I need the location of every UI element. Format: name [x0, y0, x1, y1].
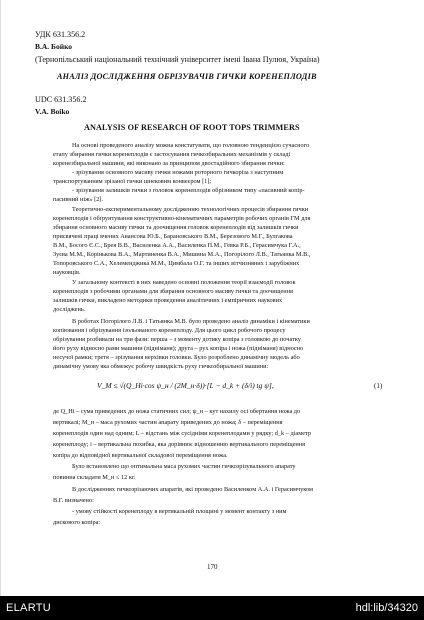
- udk-code-ua: УДК 631.356.2: [35, 30, 86, 39]
- body-line: транспортуванням зрізаної гички шнековим конвеєром [1];: [53, 178, 212, 185]
- body-line: - зрізування основного масиву гички ножами роторного гичкоріза з наступним: [72, 169, 284, 176]
- body-line: дискового копіра:: [53, 519, 101, 526]
- body-line: присвячені праці вчених Авансова Ю.Б., Барановського В.М., Березового М.Г., Булгакова: [53, 233, 293, 240]
- repository-label: ELARTU: [6, 602, 51, 614]
- body-line: коренеплоду; i – вертикальна похибка, яка дорівнює відношенню вертикального переміщення: [53, 441, 306, 448]
- body-line: - умову стійкості коренеплоду в вертикальній площині у момент контакту з ним: [72, 508, 287, 515]
- body-line: копіра до відповідної вертикальної складової переміщення ножа.: [53, 452, 228, 459]
- body-line: Зуєва М.М., Корінькова В.А., Мартиненка В.А., Мишина М.А., Погорілого Л.В., Татьянка М.В.,: [53, 251, 311, 258]
- body-line: - зрізування залишків гички з головок коренеплодів обрізником типу «пасивний копір-: [72, 187, 305, 194]
- body-line: копіювання і обрізування ізольованого коренеплоду. Для цього цикл робочого процесу: [53, 327, 286, 334]
- equation: V_M ≤ √(Q_Hi·cos ψ_н / (2M_н·δ))·[L − d_k + (δ/i) tg ψ],: [97, 381, 274, 390]
- body-line: повинна складати M_н ≤ 12 кг.: [53, 474, 136, 481]
- author-ua: В.А. Бойко: [35, 42, 73, 51]
- body-line: У загальному контексті в них наведено основні положення теорії взаємодії головок: [72, 279, 296, 286]
- body-line: де Q_Hi – сума приведених до ножа статичних сил; ψ_н – кут нахилу осі обертання ножа до: [53, 408, 301, 415]
- body-line: збирання основного масиву гички та доочищення головок коренеплодів від залишків гички: [53, 224, 299, 231]
- body-line: Було встановлено що оптимальна маса рухомих частин гичкозрізувального апарату: [72, 463, 296, 470]
- title-en: ANALYSIS OF RESEARCH OF ROOT TOPS TRIMMERS: [84, 123, 300, 132]
- body-line: коренезбиральної машини, які виконано за принципом двостадійного збирання гички:: [53, 160, 285, 167]
- body-line: його руху відносно рами машини (підніманя); друга – рух копіра і ножа (підніманя) відносно: [53, 345, 304, 352]
- body-line: пасивний ніж» [2].: [53, 196, 104, 203]
- handle-label: hdl:lib/34320: [355, 602, 418, 614]
- body-line: коренеплодів один над одним; L – відстань між сусідніми коренеплодами у рядку; d_k – діаметр: [53, 430, 311, 437]
- title-ua: АНАЛІЗ ДОСЛІДЖЕННЯ ОБРІЗУВАЧІВ ГИЧКИ КОРЕНЕПЛОДІВ: [57, 72, 317, 81]
- body-line: В роботах Погорілого Л.В. і Татьянка М.В. було проведено аналіз динаміки і кінематики: [72, 318, 310, 325]
- body-line: несучої рамки; третя – зрізування верхівки головки. Було розроблено динамічну модель або: [53, 354, 300, 361]
- author-en: V.A. Boiko: [35, 107, 70, 116]
- body-line: динамічну умову яка обмежує робочу швидкість руху гичкозбиральної машини:: [53, 363, 269, 370]
- body-line: вертикалі; M_н – маса рухомих частин апарату приведених до ножа; δ – переміщення: [53, 419, 283, 426]
- equation-number: (1): [374, 382, 383, 390]
- page-number: 170: [207, 563, 218, 571]
- body-line: обрізування розбивали на три фази: перша – з моменту дотику копіра з головкою до початку: [53, 336, 301, 343]
- body-line: В дослідженнях гичкозрізаючих апаратів, які проведено Василенком А.А. і Герасимчуком: [72, 486, 314, 493]
- repository-footer-bar: [0, 596, 424, 620]
- body-line: досліджень.: [53, 306, 86, 313]
- body-line: залишків гички, викладено методики проведення аналітичних і емпіричних наукових: [53, 297, 283, 304]
- body-line: етапу збирання гички коренеплодів є застосування гичкозбиральних механізмів у складі: [53, 151, 291, 158]
- body-line: коренеплодів з робочими органами для збирання основного масиву гички та доочищення: [53, 288, 293, 295]
- body-line: Теоретично-експериментальному дослідженню технологічних процесів збирання гички: [72, 206, 309, 213]
- udc-code-en: UDC 631.356.2: [35, 95, 87, 104]
- affiliation-ua: (Тернопільський національний технічний університет імені Івана Пулюя, Україна): [35, 55, 320, 64]
- body-line: В.М., Босого Є.С., Брея В.В., Василенка А.А., Василенка П.М., Гевка Р.Б., Герасимчука Г.А.,: [53, 242, 301, 249]
- body-line: В.Г. визначено:: [53, 497, 94, 504]
- body-line: Топоровського С.А., Хелеменджика М.М., Цимбала О.Г. та інших вітчизняних і зарубіжних: [53, 260, 300, 267]
- body-line: коренеплодів і обґрунтування конструктивно-кінематичних параметрів робочих органів ГМ для: [53, 215, 311, 222]
- body-line: На основі проведеного аналізу можна констатувати, що головною тенденцією сучасного: [72, 142, 310, 149]
- body-line: науковців.: [53, 269, 81, 276]
